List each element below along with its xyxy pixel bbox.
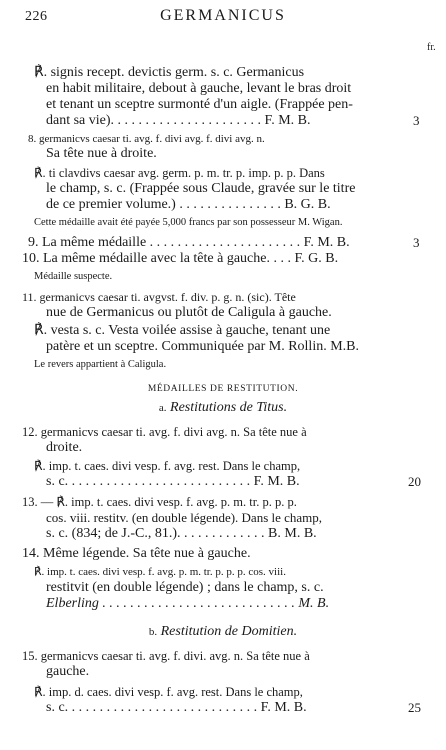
text-line: nue de Germanicus ou plutôt de Caligula à gauche. [46, 305, 332, 320]
text-line: 10. La même médaille avec la tête à gauche. . . . F. G. B. [22, 251, 339, 266]
subsection-heading-a [0, 400, 446, 416]
value-number: 25 [408, 700, 421, 715]
subsection-letter: a. [158, 402, 167, 414]
subsection-title: Restitutions de Titus. [170, 400, 288, 415]
text-line: et tenant un sceptre surmonté d'un aigle. (Frappée pen- [46, 97, 353, 112]
text-line: restitvit (en double légende) ; dans le champ, s. c. [46, 580, 324, 595]
subsection-heading-b [0, 624, 446, 640]
text-line: 14. Même légende. Sa tête nue à gauche. [22, 546, 251, 561]
text-line: droite. [46, 440, 83, 455]
note-line: Le revers appartient à Caligula. [34, 359, 167, 370]
text-line: patère et un sceptre. Communiquée par M. Rollin. M.B. [46, 339, 359, 354]
value-number: 3 [413, 235, 420, 250]
text-line: 8. germanicvs caesar ti. avg. f. divi avg. f. divi avg. n. [28, 133, 265, 145]
text-line: gauche. [46, 664, 90, 679]
text-line: ℟. imp. t. caes. divi vesp. f. avg. p. m. tr. p. p. p. cos. viii. [34, 566, 286, 578]
text-line: cos. viii. restitv. (en double légende). Dans le champ, [46, 510, 323, 525]
value-number: 3 [413, 113, 420, 128]
text-line: ℟. imp. t. caes. divi vesp. f. avg. rest. Dans le champ, [34, 459, 301, 473]
text-line: s. c. (834; de J.-C., 81.). . . . . . . . . . . . . B. M. B. [46, 526, 317, 541]
page-number: 226 [25, 9, 48, 24]
section-heading: MÉDAILLES DE RESTITUTION. [147, 384, 299, 394]
text-line: 9. La même médaille . . . . . . . . . . . . . . . . . . . . . . F. M. B. [28, 235, 350, 250]
text-line: le champ, s. c. (Frappée sous Claude, gravée sur le titre [46, 181, 356, 196]
text-line: en habit militaire, debout à gauche, levant le bras droit [46, 81, 352, 96]
text-line: 11. germanicvs caesar ti. avgvst. f. div. p. g. n. (sic). Tête [22, 290, 296, 304]
text-line: ℟. ti clavdivs caesar avg. germ. p. m. tr. p. imp. p. p. Dans [34, 166, 325, 180]
text-line: 12. germanicvs caesar ti. avg. f. divi avg. n. Sa tête nue à [22, 425, 307, 439]
text-line: Sa tête nue à droite. [46, 146, 157, 161]
text-line: dant sa vie). . . . . . . . . . . . . . . . . . . . . . F. M. B. [46, 113, 311, 128]
text-line: Elberling . . . . . . . . . . . . . . . . . . . . . . . . . . . . M. B. [46, 596, 330, 611]
text-line: 15. germanicvs caesar ti. avg. f. divi. avg. n. Sa tête nue à [22, 649, 310, 663]
text-line: s. c. . . . . . . . . . . . . . . . . . . . . . . . . . . F. M. B. [46, 474, 300, 489]
note-line: Médaille suspecte. [34, 271, 113, 282]
subsection-title: Restitution de Domitien. [160, 624, 298, 639]
subsection-letter: b. [148, 626, 158, 638]
text-line: ℟. imp. d. caes. divi vesp. f. avg. rest. Dans le champ, [34, 685, 303, 699]
note-line: Cette médaille avait été payée 5,000 francs par son possesseur M. Wigan. [34, 217, 343, 228]
text-line: de ce premier volume.) . . . . . . . . . . . . . . . B. G. B. [46, 197, 331, 212]
text-line: s. c. . . . . . . . . . . . . . . . . . . . . . . . . . . . F. M. B. [46, 700, 307, 715]
value-number: 20 [408, 474, 421, 489]
text-line: ℟. vesta s. c. Vesta voilée assise à gauche, tenant une [34, 323, 331, 338]
text-line: ℟. signis recept. devictis germ. s. c. Germanicus [34, 65, 305, 80]
running-title: GERMANICUS [160, 7, 286, 24]
margin-mark: fr. [427, 42, 436, 53]
text-line: 13. — ℟. imp. t. caes. divi vesp. f. avg. p. m. tr. p. p. p. [22, 495, 297, 509]
